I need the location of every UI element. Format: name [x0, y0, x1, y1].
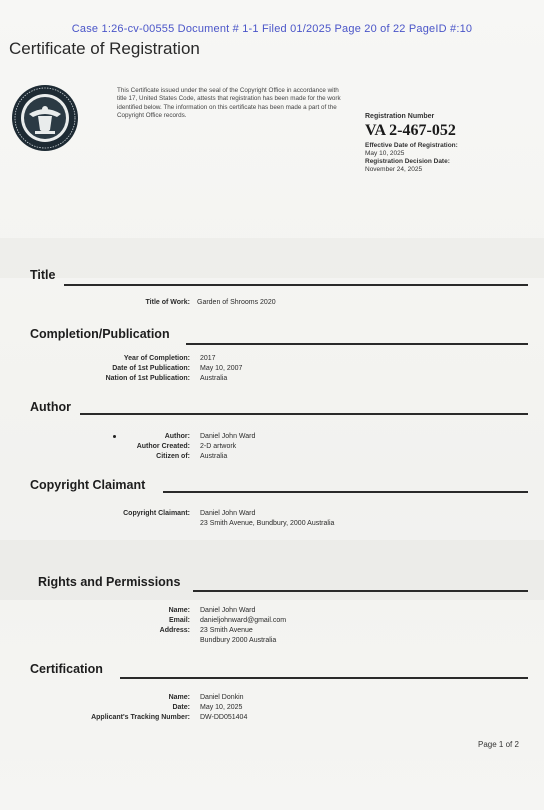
- field-label: Year of Completion:: [123, 355, 190, 362]
- section-completion: [0, 327, 544, 347]
- field-label: Copyright Claimant:: [123, 510, 190, 517]
- field-value: 2-D artwork: [200, 443, 237, 450]
- registration-number-label: Registration Number: [365, 113, 435, 120]
- decision-date-label: Registration Decision Date:: [365, 158, 450, 165]
- section-divider: [120, 677, 528, 679]
- registration-block: [365, 113, 535, 174]
- field-value: danieljohnward@gmail.com: [200, 617, 287, 624]
- section-heading: Copyright Claimant: [30, 478, 146, 492]
- section-heading: Author: [30, 400, 71, 414]
- section-heading: Rights and Permissions: [38, 575, 181, 589]
- page-number: Page 1 of 2: [478, 740, 519, 749]
- field-value: May 10, 2025: [200, 704, 243, 711]
- field-label: Date of 1st Publication:: [112, 365, 190, 372]
- field-value: DW-DD051404: [200, 714, 248, 721]
- effective-date-label: Effective Date of Registration:: [365, 142, 458, 149]
- effective-date: May 10, 2025: [365, 150, 405, 157]
- field-value: 23 Smith Avenue, Bundbury, 2000 Australia: [200, 520, 335, 527]
- section-divider: [186, 343, 528, 345]
- registration-number: VA 2-467-052: [365, 122, 456, 139]
- court-filing-stamp: Case 1:26-cv-00555 Document # 1-1 Filed 01/2025 Page 20 of 22 PageID #:10: [71, 23, 473, 35]
- field-label: Author:: [164, 433, 190, 440]
- section-heading: Title: [30, 268, 56, 282]
- section-heading: Certification: [30, 662, 103, 676]
- field-value: Daniel Donkin: [200, 694, 244, 701]
- field-label: Address:: [159, 627, 190, 634]
- field-label: Name:: [168, 607, 190, 614]
- field-label: Nation of 1st Publication:: [105, 375, 190, 382]
- field-label: Title of Work:: [145, 299, 190, 306]
- section-claimant: [0, 478, 544, 498]
- section-divider: [80, 413, 528, 415]
- section-heading: Completion/Publication: [30, 327, 170, 341]
- field-label: Applicant's Tracking Number:: [91, 714, 190, 721]
- bullet-icon: [113, 435, 116, 438]
- section-title: [0, 268, 544, 288]
- section-divider: [64, 284, 528, 286]
- field-value: 23 Smith Avenue: [200, 627, 253, 634]
- copyright-office-seal-icon: [11, 84, 79, 152]
- field-value: Bundbury 2000 Australia: [200, 637, 277, 644]
- section-divider: [163, 491, 528, 493]
- field-label: Date:: [172, 704, 190, 711]
- field-label: Citizen of:: [156, 453, 190, 460]
- section-certification: [0, 662, 544, 682]
- field-label: Author Created:: [136, 443, 190, 450]
- field-value: Australia: [200, 375, 228, 382]
- section-rights: [0, 575, 544, 595]
- field-label: Name:: [168, 694, 190, 701]
- field-value: Australia: [200, 453, 228, 460]
- office-statement: This Certificate issued under the seal of the Copyright Office in accordance with title 17, United States Code, attests that registration has been made for the work identified below. The information on this certificate has been made a part of the Copyright Office records.: [117, 87, 341, 120]
- field-value: May 10, 2007: [200, 365, 243, 372]
- field-value: Garden of Shrooms 2020: [197, 299, 276, 306]
- field-value: 2017: [200, 355, 216, 362]
- field-value: Daniel John Ward: [200, 607, 256, 614]
- section-author: [0, 400, 544, 420]
- decision-date: November 24, 2025: [365, 166, 423, 173]
- field-label: Email:: [168, 617, 190, 624]
- field-value: Daniel John Ward: [200, 510, 256, 517]
- document-title: Certificate of Registration: [9, 39, 200, 58]
- field-value: Daniel John Ward: [200, 433, 256, 440]
- section-divider: [193, 590, 528, 592]
